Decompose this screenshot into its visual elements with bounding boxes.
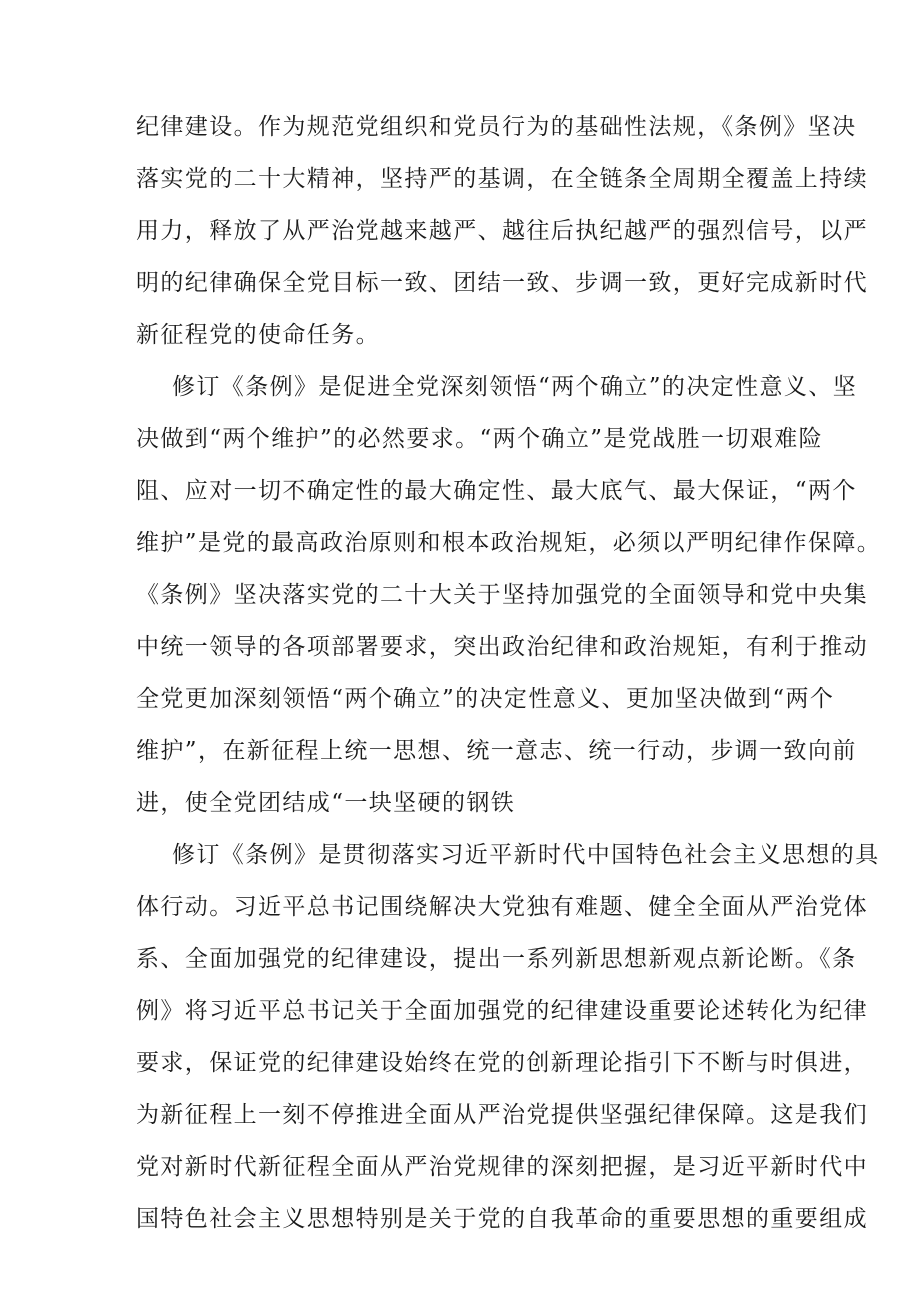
text-line: 明的纪律确保全党目标一致、团结一致、步调一致，更好完成新时代 bbox=[136, 270, 868, 296]
text-line: 修订《条例》是促进全党深刻领悟“两个确立”的决定性意义、坚 bbox=[172, 374, 858, 400]
text-line: 国特色社会主义思想特别是关于党的自我革命的重要思想的重要组成 bbox=[136, 1206, 868, 1232]
text-line: 党对新时代新征程全面从严治党规律的深刻把握，是习近平新时代中 bbox=[136, 1154, 868, 1180]
text-line: 用力，释放了从严治党越来越严、越往后执纪越严的强烈信号，以严 bbox=[136, 218, 868, 244]
text-line: 落实党的二十大精神，坚持严的基调，在全链条全周期全覆盖上持续 bbox=[136, 166, 868, 192]
text-line: 修订《条例》是贯彻落实习近平新时代中国特色社会主义思想的具 bbox=[172, 842, 880, 868]
text-line: 体行动。习近平总书记围绕解决大党独有难题、健全全面从严治党体 bbox=[136, 894, 868, 920]
text-line: 全党更加深刻领悟“两个确立”的决定性意义、更加坚决做到“两个 bbox=[136, 686, 835, 712]
text-line: 例》将习近平总书记关于全面加强党的纪律建设重要论述转化为纪律 bbox=[136, 998, 868, 1024]
text-line: 要求，保证党的纪律建设始终在党的创新理论指引下不断与时俱进， bbox=[136, 1050, 868, 1076]
text-line: 维护”是党的最高政治原则和根本政治规矩，必须以严明纪律作保障。 bbox=[136, 530, 882, 556]
text-line: 《条例》坚决落实党的二十大关于坚持加强党的全面领导和党中央集 bbox=[136, 582, 868, 608]
text-line: 维护”，在新征程上统一思想、统一意志、统一行动，步调一致向前 bbox=[136, 738, 857, 764]
text-line: 阻、应对一切不确定性的最大确定性、最大底气、最大保证，“两个 bbox=[136, 478, 857, 504]
text-line: 纪律建设。作为规范党组织和党员行为的基础性法规，《条例》坚决 bbox=[136, 114, 857, 140]
text-line: 为新征程上一刻不停推进全面从严治党提供坚强纪律保障。这是我们 bbox=[136, 1102, 868, 1128]
text-line: 进，使全党团结成“一块坚硬的钢铁 bbox=[136, 790, 516, 816]
text-line: 中统一领导的各项部署要求，突出政治纪律和政治规矩，有利于推动 bbox=[136, 634, 868, 660]
text-line: 决做到“两个维护”的必然要求。“两个确立”是党战胜一切艰难险 bbox=[136, 426, 824, 452]
text-line: 新征程党的使命任务。 bbox=[136, 322, 380, 348]
text-line: 系、全面加强党的纪律建设，提出一系列新思想新观点新论断。《条 bbox=[136, 946, 857, 972]
